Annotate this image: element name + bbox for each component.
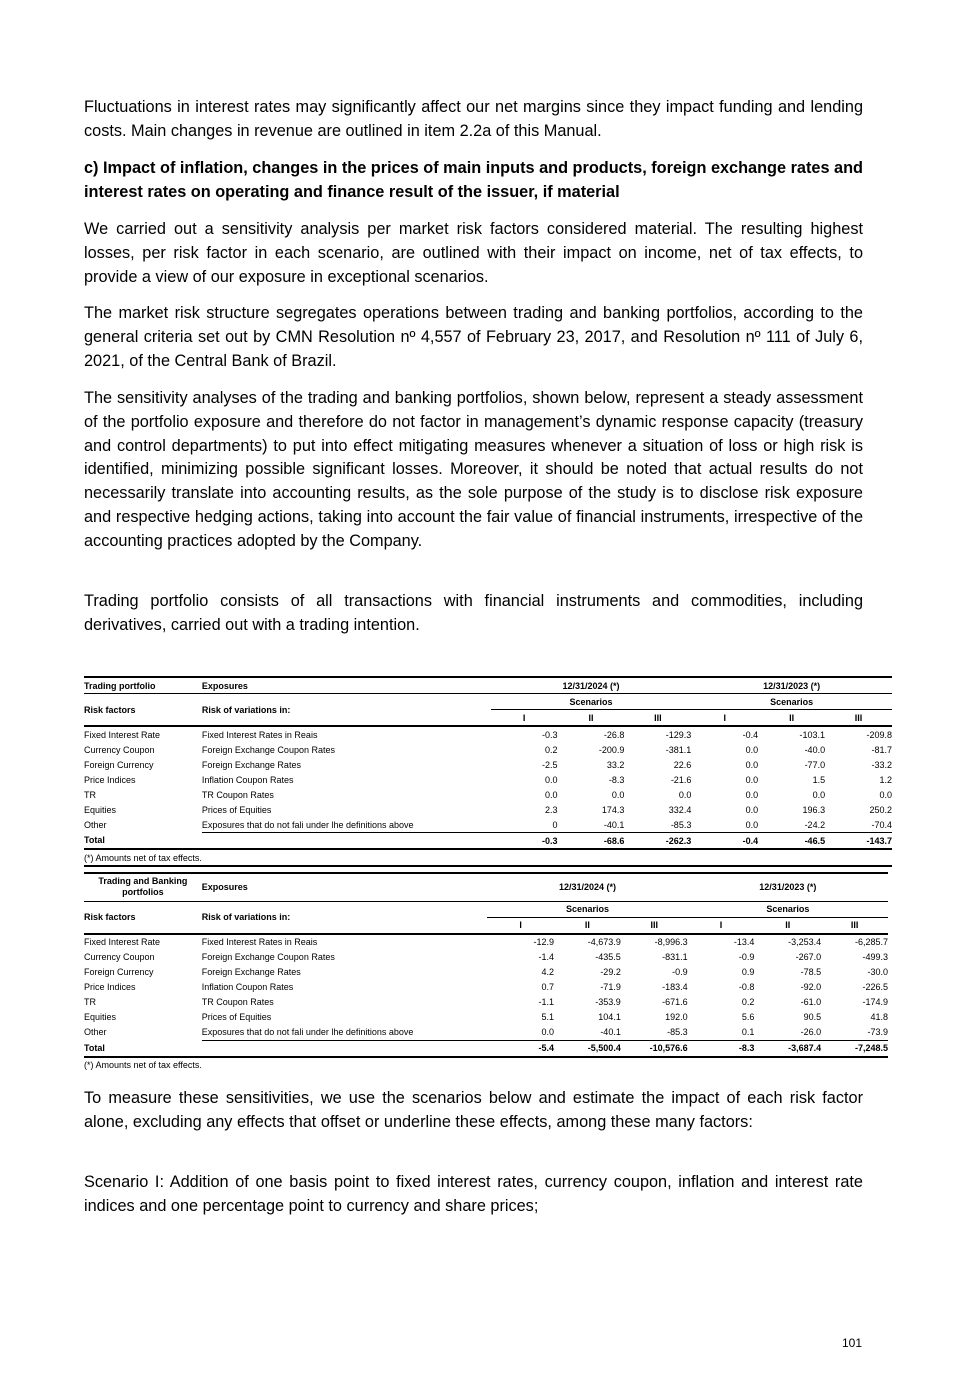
value-cell: -24.2 <box>758 817 825 833</box>
value-cell: 0.0 <box>691 817 758 833</box>
value-cell: 90.5 <box>803 1012 822 1022</box>
total-value-cell: -3,687.4 <box>788 1043 822 1053</box>
value-cell: 0.7 <box>541 982 555 992</box>
risk-factor-cell: Equities <box>84 1012 117 1022</box>
risk-factor-cell: Equities <box>84 804 117 815</box>
value-cell: 1.2 <box>879 774 892 785</box>
risk-factor-cell: Foreign Currency <box>84 967 154 977</box>
value-cell: 5.1 <box>541 1012 555 1022</box>
total-value-cell: -46.5 <box>804 835 826 846</box>
value-cell: 0.0 <box>678 789 692 800</box>
risk-factor-cell: Currency Coupon <box>84 952 155 962</box>
paragraph-scenario-1: Scenario I: Addition of one basis point to fixed interest rates, currency coupon, inflation and interest rate indices and one percentage point to currency and share prices; <box>84 1173 863 1215</box>
exposure-cell: Foreign Exchange Coupon Rates <box>201 952 335 962</box>
total-value-cell: -143.7 <box>866 835 892 846</box>
exposure-cell: Foreign Exchange Rates <box>201 967 301 977</box>
value-cell: -73.9 <box>821 1025 888 1041</box>
scenario-1-header: I <box>719 920 723 930</box>
exposure-cell: Exposures that do not fali under lhe definitions above <box>202 817 491 833</box>
table-row <box>84 995 888 1010</box>
period-2023-header: 12/31/2023 (*) <box>759 882 817 893</box>
total-value-cell: -5,500.4 <box>587 1043 621 1053</box>
value-cell: -3,253.4 <box>788 937 822 947</box>
table-row <box>84 726 892 742</box>
table-footnote: (*) Amounts net of tax effects. <box>84 1060 202 1070</box>
table-title: Trading portfolio <box>84 680 156 691</box>
value-cell: -499.3 <box>862 952 888 962</box>
exposure-cell: TR Coupon Rates <box>201 997 274 1007</box>
risk-factors-header: Risk factors <box>84 704 136 715</box>
value-cell: 0.0 <box>812 789 826 800</box>
exposure-cell: Prices of Equities <box>201 804 272 815</box>
total-label: Total <box>84 1042 105 1053</box>
scenario-2-header: II <box>789 712 795 723</box>
exposure-cell: Foreign Exchange Rates <box>201 759 301 770</box>
value-cell: -0.8 <box>738 982 755 992</box>
table-row <box>84 787 892 802</box>
value-cell: 0.0 <box>745 804 759 815</box>
exposures-header: Exposures <box>201 882 248 893</box>
risk-factor-cell: Currency Coupon <box>84 744 155 755</box>
table-row <box>84 934 888 950</box>
risk-factor-cell: Price Indices <box>84 774 136 785</box>
value-cell: -2.5 <box>542 759 558 770</box>
risk-factor-cell: Other <box>84 819 107 830</box>
table-row <box>84 1025 888 1041</box>
scenario-2-header: II <box>584 920 590 930</box>
value-cell: -77.0 <box>804 759 826 770</box>
value-cell: 0.2 <box>741 997 755 1007</box>
exposure-cell: Foreign Exchange Coupon Rates <box>201 744 335 755</box>
value-cell: 0.0 <box>745 789 759 800</box>
table-row <box>84 802 892 817</box>
value-cell: 332.4 <box>668 804 692 815</box>
risk-factor-cell: Other <box>84 1027 107 1038</box>
value-cell: -71.9 <box>600 982 621 992</box>
exposures-header: Exposures <box>201 680 248 691</box>
value-cell: 0.9 <box>741 967 755 977</box>
value-cell: -8,996.3 <box>654 937 688 947</box>
total-value-cell: -8.3 <box>738 1043 755 1053</box>
risk-factor-cell: Fixed Interest Rate <box>84 937 161 947</box>
value-cell: -85.3 <box>621 1025 688 1041</box>
table-title: Trading and Banking portfolios <box>98 876 188 898</box>
section-heading-c: c) Impact of inflation, changes in the prices of main inputs and products, foreign exchange rates and interest rates on operating and finance result of the issuer, if material <box>84 159 863 201</box>
total-value-cell: -0.4 <box>742 835 759 846</box>
value-cell: -40.1 <box>558 817 625 833</box>
value-cell: -12.9 <box>533 937 555 947</box>
scenario-2-header: II <box>785 920 791 930</box>
value-cell: -129.3 <box>665 729 692 740</box>
value-cell: -29.2 <box>600 967 621 977</box>
period-2023-header: 12/31/2023 (*) <box>763 680 821 691</box>
risk-factor-cell: TR <box>84 997 96 1007</box>
value-cell: 0.2 <box>545 744 558 755</box>
table-row <box>84 980 888 995</box>
table-row <box>84 742 892 757</box>
value-cell: -30.0 <box>867 967 888 977</box>
value-cell: -381.1 <box>665 744 692 755</box>
scenarios-header-2023: Scenarios <box>691 694 892 710</box>
risk-factor-cell: Fixed Interest Rate <box>84 729 161 740</box>
value-cell: 0.0 <box>487 1025 554 1041</box>
value-cell: 0.0 <box>545 789 558 800</box>
value-cell: 196.3 <box>802 804 826 815</box>
value-cell: -78.5 <box>800 967 822 977</box>
paragraph-measure: To measure these sensitivities, we use the scenarios below and estimate the impact of each risk factor alone, excluding any effects that offset or underline these effects, among these many factors: <box>84 1089 863 1131</box>
value-cell: 1.5 <box>812 774 826 785</box>
scenarios-header-2024: Scenarios <box>491 694 692 710</box>
exposure-cell: Fixed Interest Rates in Reais <box>201 729 318 740</box>
total-label: Total <box>84 835 105 846</box>
value-cell: -8.3 <box>608 774 625 785</box>
value-cell: -85.3 <box>624 817 691 833</box>
value-cell: -26.0 <box>754 1025 821 1041</box>
value-cell: -353.9 <box>595 997 621 1007</box>
total-value-cell: -10,576.6 <box>649 1043 688 1053</box>
paragraph-analyses: The sensitivity analyses of the trading and banking portfolios, shown below, represent a steady assessment of the portfolio exposure and therefore do not factor in management’s dynamic response capacity (treasury and control departments) to put into effect mitigating measures whenever a situation of loss or high risk is identified, minimizing possible significant losses. Moreover, it should be noted that actual results do not necessarily translate into accounting results, as the sole purpose of the study is to disclose risk exposure and respective hedging actions, taking into account the fair value of financial instruments, irrespective of the accounting practices adopted by the Company. <box>84 389 863 550</box>
value-cell: 0.0 <box>745 774 759 785</box>
value-cell: -61.0 <box>800 997 822 1007</box>
scenarios-header-2023: Scenarios <box>688 901 888 917</box>
value-cell: -200.9 <box>598 744 625 755</box>
value-cell: -0.9 <box>672 967 688 977</box>
value-cell: 0 <box>491 817 558 833</box>
value-cell: 41.8 <box>870 1012 888 1022</box>
risk-factor-cell: Foreign Currency <box>84 759 154 770</box>
value-cell: -26.8 <box>603 729 625 740</box>
scenario-1-header: I <box>519 920 522 930</box>
value-cell: -435.5 <box>595 952 621 962</box>
scenario-3-header: III <box>854 712 863 723</box>
value-cell: 0.0 <box>611 789 625 800</box>
table-row <box>84 1010 888 1025</box>
scenario-3-header: III <box>850 920 859 930</box>
value-cell: 2.3 <box>545 804 558 815</box>
scenario-2-header: II <box>588 712 594 723</box>
total-value-cell: -68.6 <box>603 835 625 846</box>
scenario-1-header: I <box>522 712 526 723</box>
scenario-3-header: III <box>650 920 658 930</box>
risk-of-variations-header: Risk of variations in: <box>201 912 291 922</box>
value-cell: -174.9 <box>862 997 888 1007</box>
value-cell: -21.6 <box>670 774 692 785</box>
table-row <box>84 965 888 980</box>
value-cell: -226.5 <box>862 982 888 992</box>
paragraph-trading-portfolio: Trading portfolio consists of all transactions with financial instruments and commodities, including derivatives, carried out with a trading intention. <box>84 592 863 634</box>
value-cell: 0.0 <box>745 759 759 770</box>
risk-of-variations-header: Risk of variations in: <box>201 704 291 715</box>
value-cell: -831.1 <box>662 952 688 962</box>
value-cell: 4.2 <box>541 967 555 977</box>
page-number: 101 <box>842 1336 863 1350</box>
value-cell: 5.6 <box>741 1012 755 1022</box>
trading-portfolio-table <box>84 676 892 867</box>
value-cell: -1.4 <box>538 952 555 962</box>
table-footnote: (*) Amounts net of tax effects. <box>84 852 202 863</box>
risk-factors-header: Risk factors <box>84 912 136 922</box>
paragraph-market-risk: The market risk structure segregates operations between trading and banking portfolios, according to the general criteria set out by CMN Resolution nº 4,557 of February 23, 2017, and Resolution nº 111 of July 6, 2021, of the Central Bank of Brazil. <box>84 304 863 370</box>
value-cell: -0.3 <box>542 729 558 740</box>
total-value-cell: -7,248.5 <box>854 1043 888 1053</box>
exposure-cell: Exposures that do not fali under lhe definitions above <box>202 1025 488 1041</box>
total-value-cell: -5.4 <box>538 1043 555 1053</box>
empty-cell <box>202 833 491 850</box>
table-row <box>84 772 892 787</box>
value-cell: 104.1 <box>598 1012 621 1022</box>
value-cell: 174.3 <box>601 804 625 815</box>
exposure-cell: Fixed Interest Rates in Reais <box>201 937 318 947</box>
scenario-3-header: III <box>654 712 662 723</box>
value-cell: -0.9 <box>738 952 755 962</box>
value-cell: 33.2 <box>606 759 625 770</box>
scenarios-header-2024: Scenarios <box>487 901 687 917</box>
value-cell: 0.0 <box>545 774 558 785</box>
table-row <box>84 950 888 965</box>
value-cell: 0.0 <box>879 789 892 800</box>
trading-banking-table <box>84 872 888 1073</box>
value-cell: 0.1 <box>688 1025 755 1041</box>
exposure-cell: Inflation Coupon Rates <box>201 982 294 992</box>
value-cell: -209.8 <box>866 729 892 740</box>
table-row <box>84 757 892 772</box>
total-value-cell: -262.3 <box>665 835 692 846</box>
value-cell: 250.2 <box>869 804 892 815</box>
total-row <box>84 833 892 850</box>
period-2024-header: 12/31/2024 (*) <box>558 882 616 893</box>
total-value-cell: -0.3 <box>542 835 558 846</box>
value-cell: -183.4 <box>662 982 688 992</box>
value-cell: -92.0 <box>800 982 822 992</box>
value-cell: 22.6 <box>673 759 692 770</box>
value-cell: -33.2 <box>871 759 892 770</box>
value-cell: -103.1 <box>799 729 826 740</box>
value-cell: -70.4 <box>825 817 892 833</box>
scenario-1-header: I <box>723 712 727 723</box>
exposure-cell: Prices of Equities <box>201 1012 272 1022</box>
period-2024-header: 12/31/2024 (*) <box>562 680 620 691</box>
total-row <box>84 1040 888 1057</box>
exposure-cell: TR Coupon Rates <box>201 789 274 800</box>
value-cell: -671.6 <box>662 997 688 1007</box>
value-cell: -40.0 <box>804 744 826 755</box>
value-cell: -81.7 <box>871 744 892 755</box>
value-cell: -4,673.9 <box>587 937 621 947</box>
risk-factor-cell: Price Indices <box>84 982 136 992</box>
paragraph-interest-rates: Fluctuations in interest rates may significantly affect our net margins since they impact funding and lending costs. Main changes in revenue are outlined in item 2.2a of this Manual. <box>84 98 863 140</box>
risk-factor-cell: TR <box>84 789 96 800</box>
value-cell: -40.1 <box>554 1025 621 1041</box>
empty-cell <box>202 1040 488 1057</box>
value-cell: -0.4 <box>742 729 759 740</box>
table-row <box>84 817 892 833</box>
paragraph-sensitivity: We carried out a sensitivity analysis per market risk factors considered material. The resulting highest losses, per risk factor in each scenario, are outlined with their impact on income, net of tax effects, to provide a view of our exposure in exceptional scenarios. <box>84 220 863 286</box>
value-cell: -267.0 <box>795 952 822 962</box>
value-cell: 0.0 <box>745 744 759 755</box>
exposure-cell: Inflation Coupon Rates <box>201 774 294 785</box>
value-cell: 192.0 <box>665 1012 688 1022</box>
value-cell: -6,285.7 <box>854 937 888 947</box>
value-cell: -13.4 <box>733 937 755 947</box>
value-cell: -1.1 <box>538 997 555 1007</box>
